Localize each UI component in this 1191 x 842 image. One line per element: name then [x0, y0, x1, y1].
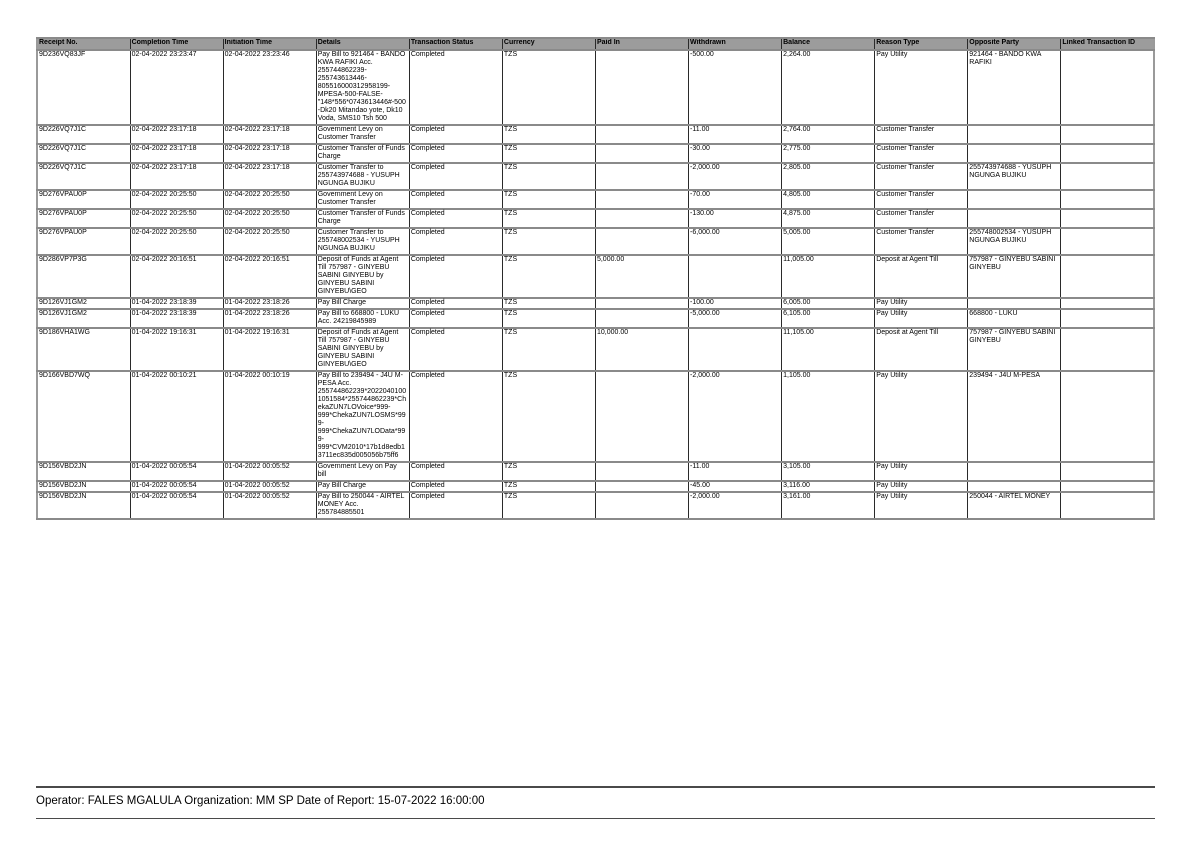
cell-currency: TZS — [502, 163, 595, 190]
cell-linked-transaction-id — [1061, 190, 1154, 209]
cell-paid-in — [595, 125, 688, 144]
cell-linked-transaction-id — [1061, 228, 1154, 255]
cell-completion-time: 01-04-2022 00:05:54 — [130, 481, 223, 492]
cell-balance: 3,116.00 — [782, 481, 875, 492]
cell-completion-time: 01-04-2022 00:05:54 — [130, 492, 223, 519]
cell-opposite-party: 668800 - LUKU — [968, 309, 1061, 328]
cell-initiation-time: 02-04-2022 20:25:50 — [223, 190, 316, 209]
cell-opposite-party: 255748002534 - YUSUPH NGUNGA BUJIKU — [968, 228, 1061, 255]
cell-balance: 6,005.00 — [782, 298, 875, 309]
cell-transaction-status: Completed — [409, 228, 502, 255]
cell-reason-type: Pay Utility — [875, 50, 968, 125]
table-row — [37, 50, 1154, 125]
cell-receipt-no: 9D286VP7P3G — [37, 255, 130, 298]
table-row — [37, 298, 1154, 309]
cell-completion-time: 02-04-2022 23:17:18 — [130, 163, 223, 190]
table-row — [37, 328, 1154, 371]
cell-receipt-no: 9D156VBD2JN — [37, 492, 130, 519]
cell-receipt-no: 9D276VPAU0P — [37, 190, 130, 209]
cell-initiation-time: 01-04-2022 23:18:26 — [223, 309, 316, 328]
cell-currency: TZS — [502, 298, 595, 309]
cell-reason-type: Customer Transfer — [875, 209, 968, 228]
cell-completion-time: 02-04-2022 20:25:50 — [130, 209, 223, 228]
cell-initiation-time: 01-04-2022 00:05:52 — [223, 492, 316, 519]
cell-linked-transaction-id — [1061, 50, 1154, 125]
cell-receipt-no: 9D226VQ7J1C — [37, 125, 130, 144]
cell-reason-type: Pay Utility — [875, 371, 968, 462]
cell-transaction-status: Completed — [409, 309, 502, 328]
cell-opposite-party — [968, 125, 1061, 144]
cell-transaction-status: Completed — [409, 190, 502, 209]
cell-completion-time: 01-04-2022 23:18:39 — [130, 309, 223, 328]
cell-details: Customer Transfer to 255743974688 - YUSUPH NGUNGA BUJIKU — [316, 163, 409, 190]
cell-initiation-time: 02-04-2022 20:16:51 — [223, 255, 316, 298]
cell-balance: 11,105.00 — [782, 328, 875, 371]
cell-details: Government Levy on Customer Transfer — [316, 190, 409, 209]
cell-transaction-status: Completed — [409, 50, 502, 125]
cell-initiation-time: 01-04-2022 00:05:52 — [223, 462, 316, 481]
cell-transaction-status: Completed — [409, 144, 502, 163]
cell-details: Pay Bill to 250044 - AIRTEL MONEY Acc. 255784885501 — [316, 492, 409, 519]
cell-details: Pay Bill Charge — [316, 298, 409, 309]
cell-details: Deposit of Funds at Agent Till 757987 - GINYEBU SABINI GINYEBU by GINYEBU SABINI GINYEBU\GEO — [316, 328, 409, 371]
cell-currency: TZS — [502, 309, 595, 328]
cell-currency: TZS — [502, 125, 595, 144]
cell-opposite-party: 255743974688 - YUSUPH NGUNGA BUJIKU — [968, 163, 1061, 190]
cell-paid-in — [595, 309, 688, 328]
cell-receipt-no: 9D236VQ83JF — [37, 50, 130, 125]
cell-details: Customer Transfer of Funds Charge — [316, 209, 409, 228]
cell-currency: TZS — [502, 492, 595, 519]
cell-transaction-status: Completed — [409, 209, 502, 228]
cell-paid-in — [595, 298, 688, 309]
cell-currency: TZS — [502, 328, 595, 371]
cell-receipt-no: 9D156VBD2JN — [37, 481, 130, 492]
table-row — [37, 481, 1154, 492]
cell-paid-in — [595, 163, 688, 190]
cell-withdrawn: -6,000.00 — [689, 228, 782, 255]
cell-opposite-party — [968, 481, 1061, 492]
cell-transaction-status: Completed — [409, 492, 502, 519]
cell-linked-transaction-id — [1061, 163, 1154, 190]
cell-linked-transaction-id — [1061, 125, 1154, 144]
cell-initiation-time: 02-04-2022 20:25:50 — [223, 228, 316, 255]
cell-paid-in — [595, 144, 688, 163]
cell-currency: TZS — [502, 255, 595, 298]
cell-paid-in — [595, 209, 688, 228]
footer-divider-bottom — [36, 818, 1155, 819]
cell-transaction-status: Completed — [409, 328, 502, 371]
cell-currency: TZS — [502, 228, 595, 255]
cell-balance: 2,264.00 — [782, 50, 875, 125]
cell-initiation-time: 01-04-2022 00:05:52 — [223, 481, 316, 492]
cell-balance: 11,005.00 — [782, 255, 875, 298]
cell-initiation-time: 01-04-2022 00:10:19 — [223, 371, 316, 462]
cell-paid-in: 10,000.00 — [595, 328, 688, 371]
cell-receipt-no: 9D126VJ1GM2 — [37, 309, 130, 328]
cell-transaction-status: Completed — [409, 125, 502, 144]
cell-receipt-no: 9D186VHA1WG — [37, 328, 130, 371]
cell-withdrawn: -100.00 — [689, 298, 782, 309]
table-row — [37, 190, 1154, 209]
table-row — [37, 309, 1154, 328]
cell-balance: 5,005.00 — [782, 228, 875, 255]
cell-withdrawn: -130.00 — [689, 209, 782, 228]
column-header-completion-time: Completion Time — [130, 38, 223, 50]
cell-linked-transaction-id — [1061, 481, 1154, 492]
cell-transaction-status: Completed — [409, 255, 502, 298]
cell-paid-in — [595, 462, 688, 481]
column-header-receipt-no: Receipt No. — [37, 38, 130, 50]
column-header-paid-in: Paid In — [595, 38, 688, 50]
report-footer-text: Operator: FALES MGALULA Organization: MM SP Date of Report: 15-07-2022 16:00:00 — [36, 795, 485, 807]
table-row — [37, 462, 1154, 481]
cell-completion-time: 02-04-2022 20:25:50 — [130, 190, 223, 209]
cell-reason-type: Pay Utility — [875, 481, 968, 492]
cell-balance: 1,105.00 — [782, 371, 875, 462]
cell-transaction-status: Completed — [409, 462, 502, 481]
cell-balance: 4,805.00 — [782, 190, 875, 209]
cell-paid-in — [595, 492, 688, 519]
cell-withdrawn: -2,000.00 — [689, 492, 782, 519]
cell-withdrawn: -30.00 — [689, 144, 782, 163]
cell-transaction-status: Completed — [409, 298, 502, 309]
cell-reason-type: Customer Transfer — [875, 228, 968, 255]
cell-initiation-time: 02-04-2022 23:23:46 — [223, 50, 316, 125]
cell-opposite-party: 921464 - BANDO KWA RAFIKI — [968, 50, 1061, 125]
column-header-balance: Balance — [782, 38, 875, 50]
cell-paid-in — [595, 228, 688, 255]
cell-balance: 3,105.00 — [782, 462, 875, 481]
cell-withdrawn: -70.00 — [689, 190, 782, 209]
cell-balance: 2,775.00 — [782, 144, 875, 163]
table-row — [37, 163, 1154, 190]
cell-linked-transaction-id — [1061, 255, 1154, 298]
cell-currency: TZS — [502, 190, 595, 209]
cell-paid-in — [595, 50, 688, 125]
cell-completion-time: 01-04-2022 19:16:31 — [130, 328, 223, 371]
cell-transaction-status: Completed — [409, 163, 502, 190]
cell-opposite-party: 757987 - GINYEBU SABINI GINYEBU — [968, 255, 1061, 298]
cell-opposite-party — [968, 209, 1061, 228]
cell-paid-in — [595, 190, 688, 209]
cell-opposite-party: 250044 - AIRTEL MONEY — [968, 492, 1061, 519]
transaction-report-table — [36, 37, 1155, 520]
cell-withdrawn: -5,000.00 — [689, 309, 782, 328]
cell-currency: TZS — [502, 209, 595, 228]
column-header-initiation-time: Initiation Time — [223, 38, 316, 50]
cell-reason-type: Customer Transfer — [875, 163, 968, 190]
cell-opposite-party: 239494 - J4U M-PESA — [968, 371, 1061, 462]
cell-withdrawn: -2,000.00 — [689, 163, 782, 190]
cell-reason-type: Pay Utility — [875, 309, 968, 328]
cell-receipt-no: 9D166VBD7WQ — [37, 371, 130, 462]
table-row — [37, 371, 1154, 462]
cell-initiation-time: 02-04-2022 23:17:18 — [223, 144, 316, 163]
cell-reason-type: Customer Transfer — [875, 144, 968, 163]
cell-receipt-no: 9D156VBD2JN — [37, 462, 130, 481]
cell-opposite-party — [968, 190, 1061, 209]
cell-details: Pay Bill to 239494 - J4U M-PESA Acc. 255744862239*20220401001051584*255744862239*ChekaZUN7LOVoice*999-999*ChekaZUN7LOSMS*999-999*ChekaZUN7LOData*999-999*CVM2010*17b1d8edb13711ec835d005056b75ff6 — [316, 371, 409, 462]
table-row — [37, 492, 1154, 519]
cell-linked-transaction-id — [1061, 492, 1154, 519]
cell-reason-type: Customer Transfer — [875, 190, 968, 209]
cell-reason-type: Deposit at Agent Till — [875, 328, 968, 371]
cell-completion-time: 01-04-2022 00:05:54 — [130, 462, 223, 481]
table-row — [37, 125, 1154, 144]
cell-opposite-party — [968, 298, 1061, 309]
cell-receipt-no: 9D276VPAU0P — [37, 228, 130, 255]
cell-balance: 6,105.00 — [782, 309, 875, 328]
cell-initiation-time: 01-04-2022 23:18:26 — [223, 298, 316, 309]
cell-opposite-party — [968, 462, 1061, 481]
cell-paid-in — [595, 371, 688, 462]
cell-balance: 2,805.00 — [782, 163, 875, 190]
cell-completion-time: 02-04-2022 23:23:47 — [130, 50, 223, 125]
cell-balance: 4,875.00 — [782, 209, 875, 228]
table-row — [37, 144, 1154, 163]
cell-currency: TZS — [502, 481, 595, 492]
cell-withdrawn: -11.00 — [689, 462, 782, 481]
cell-details: Pay Bill to 921464 - BANDO KWA RAFIKI Acc. 255744862239-255743613446-805516000312958199-MPESA-500-FALSE-"148*556*0743613446#-500-Dk20 Mitandao yote, Dk10 Voda, SMS10 Tsh 500 — [316, 50, 409, 125]
cell-initiation-time: 02-04-2022 23:17:18 — [223, 125, 316, 144]
column-header-reason-type: Reason Type — [875, 38, 968, 50]
cell-initiation-time: 02-04-2022 20:25:50 — [223, 209, 316, 228]
cell-opposite-party: 757987 - GINYEBU SABINI GINYEBU — [968, 328, 1061, 371]
cell-transaction-status: Completed — [409, 481, 502, 492]
cell-balance: 2,764.00 — [782, 125, 875, 144]
column-header-opposite-party: Opposite Party — [968, 38, 1061, 50]
cell-opposite-party — [968, 144, 1061, 163]
table-header-row — [37, 38, 1154, 50]
column-header-currency: Currency — [502, 38, 595, 50]
cell-completion-time: 02-04-2022 20:16:51 — [130, 255, 223, 298]
cell-completion-time: 02-04-2022 20:25:50 — [130, 228, 223, 255]
cell-linked-transaction-id — [1061, 371, 1154, 462]
cell-details: Customer Transfer to 255748002534 - YUSUPH NGUNGA BUJIKU — [316, 228, 409, 255]
cell-receipt-no: 9D226VQ7J1C — [37, 163, 130, 190]
cell-linked-transaction-id — [1061, 309, 1154, 328]
cell-withdrawn — [689, 255, 782, 298]
cell-paid-in — [595, 481, 688, 492]
cell-currency: TZS — [502, 144, 595, 163]
cell-withdrawn — [689, 328, 782, 371]
cell-receipt-no: 9D276VPAU0P — [37, 209, 130, 228]
cell-reason-type: Pay Utility — [875, 492, 968, 519]
cell-paid-in: 5,000.00 — [595, 255, 688, 298]
table-row — [37, 228, 1154, 255]
cell-details: Pay Bill Charge — [316, 481, 409, 492]
cell-withdrawn: -500.00 — [689, 50, 782, 125]
cell-details: Government Levy on Customer Transfer — [316, 125, 409, 144]
cell-linked-transaction-id — [1061, 462, 1154, 481]
cell-reason-type: Deposit at Agent Till — [875, 255, 968, 298]
cell-completion-time: 02-04-2022 23:17:18 — [130, 144, 223, 163]
cell-currency: TZS — [502, 371, 595, 462]
cell-reason-type: Pay Utility — [875, 462, 968, 481]
cell-linked-transaction-id — [1061, 298, 1154, 309]
cell-details: Pay Bill to 668800 - LUKU Acc. 24219845989 — [316, 309, 409, 328]
cell-completion-time: 01-04-2022 00:10:21 — [130, 371, 223, 462]
cell-withdrawn: -2,000.00 — [689, 371, 782, 462]
cell-receipt-no: 9D226VQ7J1C — [37, 144, 130, 163]
table-header — [37, 38, 1154, 50]
cell-withdrawn: -11.00 — [689, 125, 782, 144]
cell-details: Customer Transfer of Funds Charge — [316, 144, 409, 163]
column-header-withdrawn: Withdrawn — [689, 38, 782, 50]
cell-completion-time: 02-04-2022 23:17:18 — [130, 125, 223, 144]
cell-initiation-time: 02-04-2022 23:17:18 — [223, 163, 316, 190]
cell-details: Government Levy on Pay bill — [316, 462, 409, 481]
cell-balance: 3,161.00 — [782, 492, 875, 519]
cell-linked-transaction-id — [1061, 144, 1154, 163]
cell-linked-transaction-id — [1061, 209, 1154, 228]
column-header-transaction-status: Transaction Status — [409, 38, 502, 50]
cell-currency: TZS — [502, 50, 595, 125]
cell-initiation-time: 01-04-2022 19:16:31 — [223, 328, 316, 371]
cell-withdrawn: -45.00 — [689, 481, 782, 492]
cell-reason-type: Pay Utility — [875, 298, 968, 309]
cell-transaction-status: Completed — [409, 371, 502, 462]
cell-completion-time: 01-04-2022 23:18:39 — [130, 298, 223, 309]
cell-details: Deposit of Funds at Agent Till 757987 - GINYEBU SABINI GINYEBU by GINYEBU SABINI GINYEBU\GEO — [316, 255, 409, 298]
table-row — [37, 209, 1154, 228]
cell-reason-type: Customer Transfer — [875, 125, 968, 144]
cell-currency: TZS — [502, 462, 595, 481]
cell-receipt-no: 9D126VJ1GM2 — [37, 298, 130, 309]
table-body — [37, 50, 1154, 519]
column-header-details: Details — [316, 38, 409, 50]
column-header-linked-transaction-id: Linked Transaction ID — [1061, 38, 1154, 50]
cell-linked-transaction-id — [1061, 328, 1154, 371]
footer-divider-top — [36, 786, 1155, 788]
table-row — [37, 255, 1154, 298]
